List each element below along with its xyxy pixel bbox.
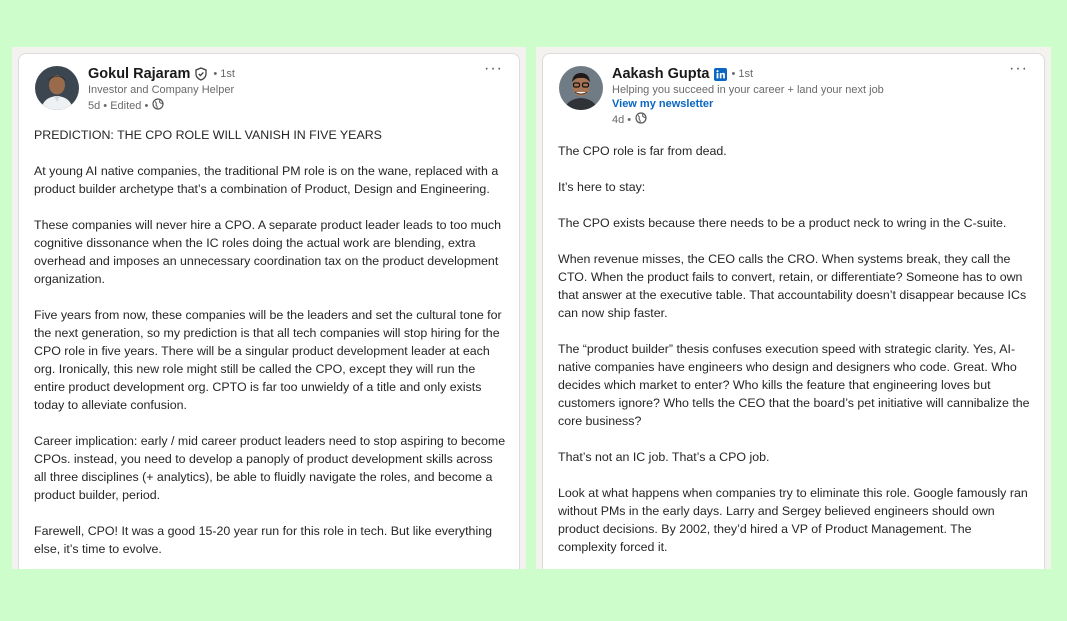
author-headline: Investor and Company Helper [88, 84, 235, 96]
post-card-gokul [18, 53, 520, 569]
author-name[interactable]: Aakash Gupta [612, 66, 710, 82]
post-card-aakash [542, 53, 1045, 569]
post-header [543, 54, 1044, 126]
post-paragraph: Career implication: early / mid career product leaders need to stop aspiring to become CPOs. instead, you need to develop a panoply of product development skills across all three disciplines (+ analytics), be able to fluidly navigate the roles, and become a product builder, period. [34, 434, 506, 502]
newsletter-link[interactable]: View my newsletter [612, 98, 714, 110]
post-paragraph: Look at what happens when companies try to eliminate this role. Google famously ran without PMs in the early days. Larry and Sergey believed engineers should own product decisions. By 2002, they’d hired a VP of Product Management. The complexity forced it. [558, 486, 1028, 554]
linkedin-icon [714, 68, 727, 81]
connection-degree: • 1st [731, 68, 754, 80]
post-paragraph: The “product builder” thesis confuses execution speed with strategic clarity. Yes, AI-native companies have engineers who design and designers who code. Great. Who decides which market to enter? Who kills the feature that engineering loves but customers ignore? Who tells the CEO that the board’s pet initiative will cannibalize the core business? [558, 342, 1030, 428]
author-headline: Helping you succeed in your career + land your next job [612, 84, 884, 96]
post-paragraph: These companies will never hire a CPO. A separate product leader leads to too much cognitive dissonance when the IC roles doing the actual work are blending, extra overhead and imposes an unnecessary coordination tax on the product development organization. [34, 218, 501, 286]
globe-icon [152, 98, 164, 113]
avatar-photo-icon [559, 66, 603, 110]
post-panel-left [12, 47, 526, 569]
post-paragraph: Five years from now, these companies will be the leaders and set the cultural tone for the next generation, so my prediction is that all tech companies will stop hiring for the CPO role in five years. There will be a singular product development leader at each org. Ironically, this new role might still be called the CPO, except they will run the entire product development org. CPTO is far too unwieldy of a title and only exists today to alleviate confusion. [34, 308, 502, 412]
post-body [558, 142, 1032, 569]
avatar-photo-icon [35, 66, 79, 110]
more-options-button[interactable]: ··· [484, 60, 503, 77]
post-panel-right [536, 47, 1051, 569]
avatar[interactable] [559, 66, 603, 110]
post-timestamp: 5d • Edited • [88, 98, 235, 113]
verified-shield-icon [194, 67, 208, 81]
post-paragraph: Farewell, CPO! It was a good 15-20 year run for this role in tech. But like everything else, it’s time to evolve. [34, 524, 492, 556]
author-name[interactable]: Gokul Rajaram [88, 66, 191, 82]
post-paragraph: The CPO exists because there needs to be a product neck to wring in the C-suite. [558, 216, 1007, 230]
globe-icon [635, 112, 647, 127]
post-body [34, 126, 507, 569]
more-options-button[interactable]: ··· [1009, 60, 1028, 77]
avatar[interactable] [35, 66, 79, 110]
post-paragraph: PREDICTION: THE CPO ROLE WILL VANISH IN FIVE YEARS [34, 128, 382, 142]
post-paragraph: That’s not an IC job. That’s a CPO job. [558, 450, 770, 464]
post-header [19, 54, 519, 114]
post-paragraph: At young AI native companies, the traditional PM role is on the wane, replaced with a product builder archetype that’s a combination of Product, Design and Engineering. [34, 164, 499, 196]
post-paragraph: It’s here to stay: [558, 180, 646, 194]
post-paragraph: The CPO role is far from dead. [558, 144, 727, 158]
post-paragraph: When revenue misses, the CEO calls the CRO. When systems break, they call the CTO. When the product fails to convert, retain, or differentiate? Someone has to own that answer at the executive table. That accountability doesn’t disappear because ICs can now ship faster. [558, 252, 1027, 320]
connection-degree: • 1st [213, 68, 235, 80]
post-timestamp: 4d • [612, 112, 884, 127]
